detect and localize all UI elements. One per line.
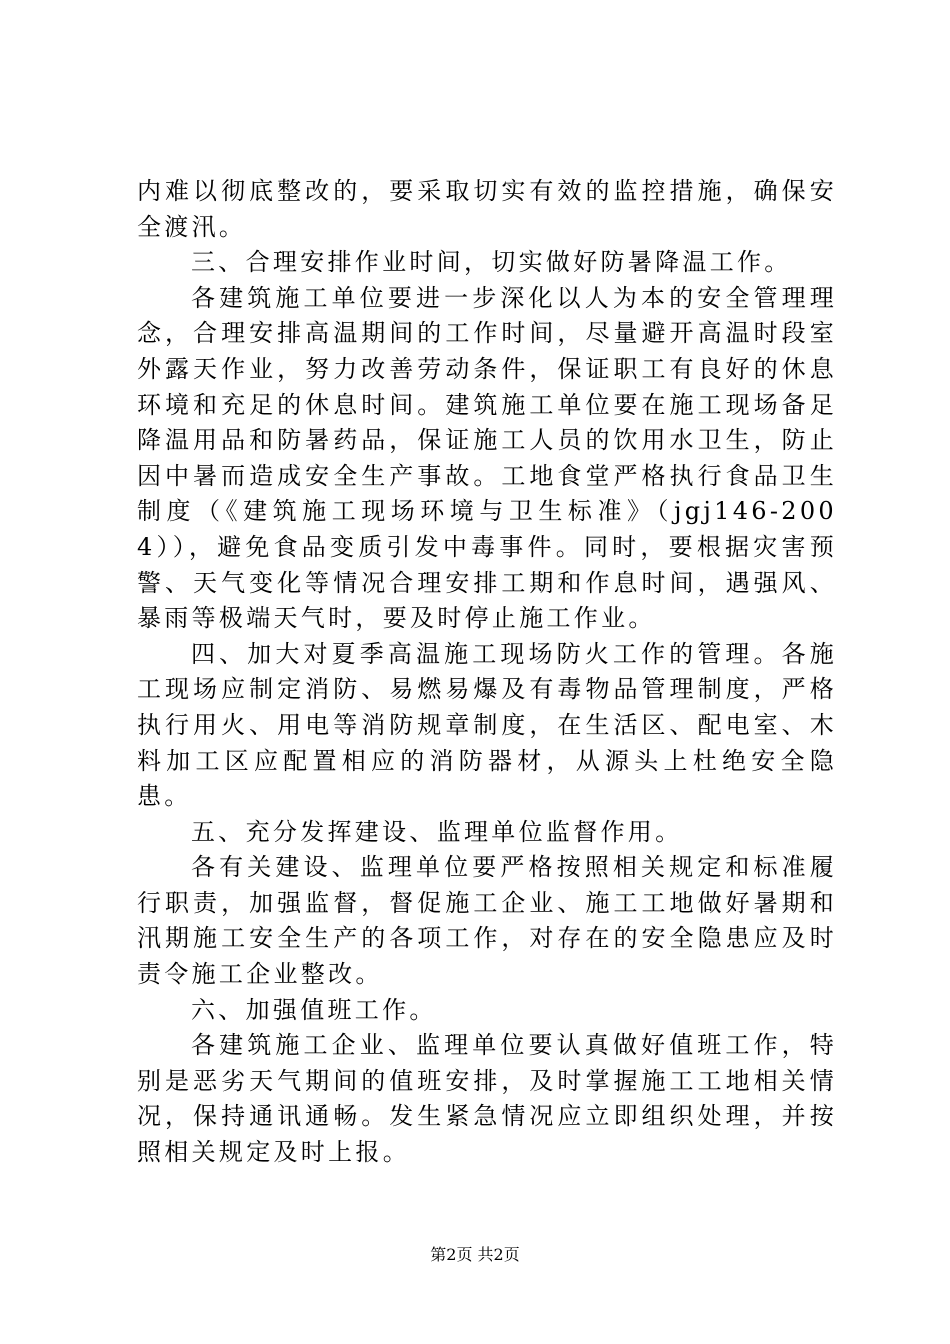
section-heading-5: 五、充分发挥建设、监理单位监督作用。 [191,817,683,846]
section-heading-3: 三、合理安排作业时间，切实做好防暑降温工作。 [191,248,792,277]
paragraph-heat-safety: 各建筑施工单位要进一步深化以人为本的安全管理理念，合理安排高温期间的工作时间，尽量避开高温时段室外露天作业，努力改善劳动条件，保证职工有良好的休息环境和充足的休息时间。建筑施工单位要在施工现场备足降温用品和防暑药品，保证施工人员的饮用水卫生，防止因中暑而造成安全生产事故。工地食堂严格执行食品卫生制度（《建筑施工现场环境与卫生标准》（jgj146-2004）），避免食品变质引发中毒事件。同时，要根据灾害预警、天气变化等情况合理安排工期和作息时间，遇强风、暴雨等极端天气时，要及时停止施工作业。 [137,283,837,633]
section-heading-6: 六、加强值班工作。 [191,995,437,1024]
paragraph-supervision: 各有关建设、监理单位要严格按照相关规定和标准履行职责，加强监督，督促施工企业、施工工地做好暑期和汛期施工安全生产的各项工作，对存在的安全隐患应及时责令施工企业整改。 [137,853,837,989]
document-body [137,174,837,1171]
page-footer [0,1242,950,1265]
paragraph-continuation: 内难以彻底整改的，要采取切实有效的监控措施，确保安全渡汛。 [137,177,837,241]
page-number-label: 第2页 共2页 [430,1245,520,1264]
section-heading-4-paragraph: 四、加大对夏季高温施工现场防火工作的管理。各施工现场应制定消防、易燃易爆及有毒物品管理制度，严格执行用火、用电等消防规章制度，在生活区、配电室、木料加工区应配置相应的消防器材，从源头上杜绝安全隐患。 [137,639,837,811]
paragraph-duty: 各建筑施工企业、监理单位要认真做好值班工作，特别是恶劣天气期间的值班安排，及时掌握施工工地相关情况，保持通讯通畅。发生紧急情况应立即组织处理，并按照相关规定及时上报。 [137,1031,837,1167]
